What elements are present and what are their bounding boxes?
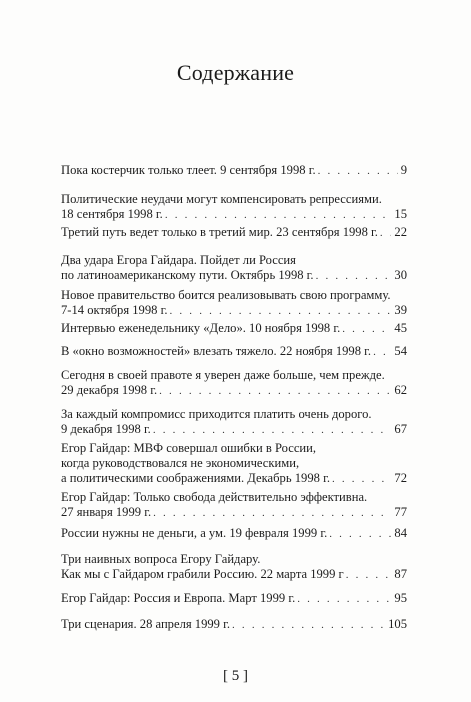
- dot-leader: [329, 527, 391, 542]
- toc-entry-page: 67: [394, 422, 407, 436]
- dot-leader: [332, 472, 391, 487]
- dot-leader: [380, 226, 391, 241]
- toc-entry: [61, 591, 407, 607]
- toc-entry-title: В «окно возможностей» влезать тяжело. 22 ноября 1998 г.: [61, 344, 372, 358]
- toc-entry-page: 45: [394, 321, 407, 335]
- dot-leader: [165, 208, 392, 223]
- dot-leader: [159, 384, 391, 399]
- page-title: Содержание: [176, 60, 295, 85]
- toc-entry: [61, 368, 407, 399]
- toc-entry-title: Третий путь ведет только в третий мир. 23 сентября 1998 г.: [61, 225, 378, 239]
- toc-entry-page: 22: [394, 225, 407, 239]
- toc-entry: [61, 441, 407, 487]
- toc-entry-title: а политическими соображениями. Декабрь 1998 г.: [61, 471, 330, 485]
- toc-entry: [61, 253, 407, 284]
- toc-entry: [61, 407, 407, 438]
- dot-leader: [170, 304, 392, 319]
- toc-entry-title: Как мы с Гайдаром грабили Россию. 22 марта 1999 г: [61, 567, 344, 581]
- toc-entry-title: 27 января 1999 г.: [61, 505, 152, 519]
- toc-entry-title: 7-14 октября 1998 г.: [61, 303, 168, 317]
- toc-entry-page: 87: [394, 567, 407, 581]
- toc-entry-page: 39: [394, 303, 407, 317]
- toc-entry-title: Три наивных вопроса Егору Гайдару.: [61, 552, 261, 566]
- toc-entry: [61, 225, 407, 241]
- dot-leader: [318, 164, 398, 179]
- dot-leader: [342, 322, 391, 337]
- toc-entry-page: 95: [394, 591, 407, 605]
- toc-entry: [61, 321, 407, 337]
- toc-entry-title: Сегодня в своей правоте я уверен даже больше, чем прежде.: [61, 368, 385, 382]
- dot-leader: [346, 568, 392, 583]
- page-number: [ 5 ]: [223, 668, 248, 684]
- toc-entry-page: 105: [388, 617, 407, 631]
- toc-entry-page: 77: [394, 505, 407, 519]
- toc-entry: [61, 344, 407, 360]
- toc-entry-title: Интервью еженедельнику «Дело». 10 ноября 1998 г.: [61, 321, 341, 335]
- dot-leader: [153, 423, 392, 438]
- toc-entry-page: 62: [394, 383, 407, 397]
- toc-entry-title: Егор Гайдар: Только свобода действительно эффективна.: [61, 490, 368, 504]
- toc-entry-title: 29 декабря 1998 г.: [61, 383, 158, 397]
- toc-entry-title: Политические неудачи могут компенсировать репрессиями.: [61, 192, 382, 206]
- toc-entry-title: За каждый компромисс приходится платить очень дорого.: [61, 407, 372, 421]
- toc-entry: [61, 192, 407, 223]
- toc-entry-title: Пока костерчик только тлеет. 9 сентября 1998 г.: [61, 163, 316, 177]
- toc-entry-page: 15: [394, 207, 407, 221]
- toc-entry-page: 84: [394, 526, 407, 540]
- toc-entry-title: Два удара Егора Гайдара. Пойдет ли Россия: [61, 253, 296, 267]
- toc-entry-title: Егор Гайдар: Россия и Европа. Март 1999 г.: [61, 591, 296, 605]
- toc-entry: [61, 490, 407, 521]
- toc-entry: [61, 163, 407, 179]
- toc-entry-title: когда руководствовался не экономическими,: [61, 456, 300, 470]
- toc-entry-title: 18 сентября 1998 г.: [61, 207, 163, 221]
- toc-entry-page: 9: [400, 163, 407, 177]
- toc-entry-page: 72: [394, 471, 407, 485]
- toc-entry-title: Новое правительство боится реализовывать свою программу.: [61, 288, 391, 302]
- dot-leader: [373, 345, 391, 360]
- toc-entry: [61, 526, 407, 542]
- toc-entry-page: 30: [394, 268, 407, 282]
- dot-leader: [153, 506, 391, 521]
- toc-entry-title: Егор Гайдар: МВФ совершал ошибки в России,: [61, 441, 317, 455]
- toc-entry-title: 9 декабря 1998 г.: [61, 422, 151, 436]
- toc-entry: [61, 288, 407, 319]
- dot-leader: [316, 269, 392, 284]
- toc-entry-page: 54: [394, 344, 407, 358]
- toc-entry-title: по латиноамериканскому пути. Октябрь 1998 г.: [61, 268, 314, 282]
- toc-entry-title: Три сценария. 28 апреля 1999 г.: [61, 617, 231, 631]
- dot-leader: [297, 592, 391, 607]
- dot-leader: [232, 618, 385, 633]
- toc-entry-title: России нужны не деньги, а ум. 19 февраля 1999 г.: [61, 526, 328, 540]
- toc-entry: [61, 552, 407, 583]
- toc-entry: [61, 617, 407, 633]
